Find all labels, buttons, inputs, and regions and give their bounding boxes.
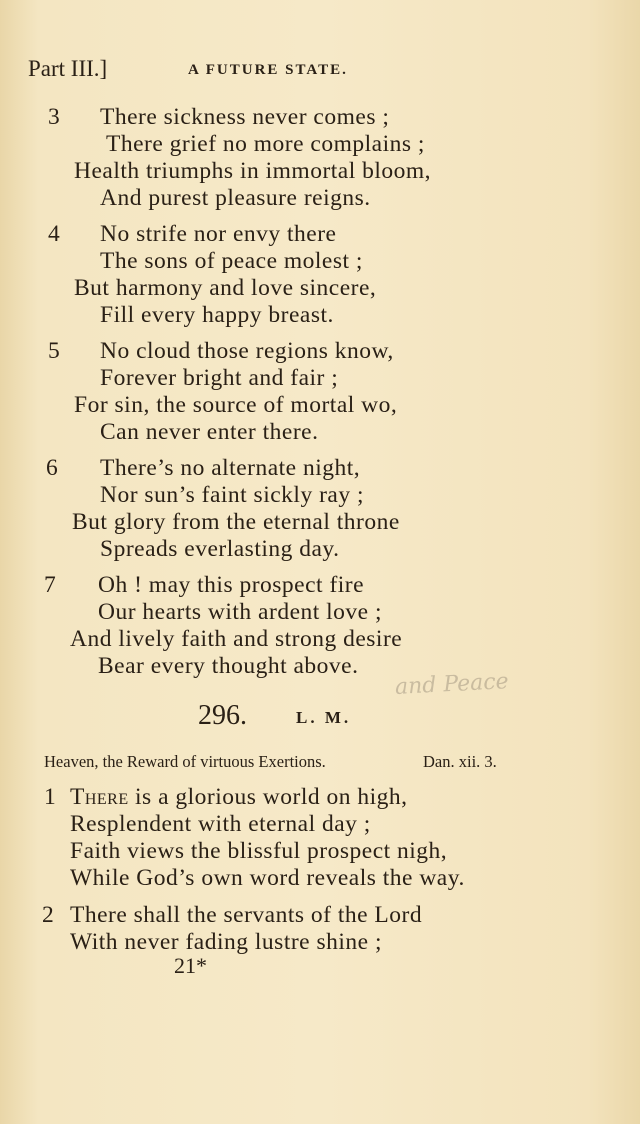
drop-word: There bbox=[70, 784, 129, 810]
running-header bbox=[28, 56, 588, 86]
stanza-number: 4 bbox=[48, 221, 61, 247]
stanza-number: 5 bbox=[48, 338, 61, 364]
verse-line: And lively faith and strong desire bbox=[70, 626, 403, 652]
stanza-number: 3 bbox=[48, 104, 61, 130]
verse-line: For sin, the source of mortal wo, bbox=[74, 392, 398, 418]
verse-line: No strife nor envy there bbox=[100, 221, 337, 247]
part-label: Part III.] bbox=[28, 56, 108, 81]
verse-line: Our hearts with ardent love ; bbox=[98, 599, 383, 625]
verse-line: Spreads everlasting day. bbox=[100, 536, 340, 562]
verse-line: Resplendent with eternal day ; bbox=[70, 811, 371, 837]
hymn-meter: L. M. bbox=[296, 708, 352, 727]
section-title: A FUTURE STATE. bbox=[188, 62, 348, 78]
verse-line: Forever bright and fair ; bbox=[100, 365, 339, 391]
verse-line: Nor sun’s faint sickly ray ; bbox=[100, 482, 364, 508]
verse-line: Bear every thought above. bbox=[98, 653, 359, 679]
verse-line: There’s no alternate night, bbox=[100, 455, 361, 481]
verse-line: And purest pleasure reigns. bbox=[100, 185, 371, 211]
verse-line: Can never enter there. bbox=[100, 419, 319, 445]
stanza-number: 2 bbox=[42, 902, 55, 928]
verse-line: Health triumphs in immortal bloom, bbox=[74, 158, 432, 184]
stanza-number: 1 bbox=[44, 784, 57, 810]
verse-line: There shall the servants of the Lord bbox=[70, 902, 423, 928]
verse-line: While God’s own word reveals the way. bbox=[70, 865, 465, 891]
scripture-reference: Dan. xii. 3. bbox=[423, 752, 497, 771]
verse-line: Oh ! may this prospect fire bbox=[98, 572, 365, 598]
verse-line-rest: is a glorious world on high, bbox=[128, 784, 408, 810]
signature-mark: 21* bbox=[174, 953, 207, 978]
verse-line: With never fading lustre shine ; bbox=[70, 929, 382, 955]
verse-line: Fill every happy breast. bbox=[100, 302, 334, 328]
verse-line-first bbox=[70, 784, 408, 811]
verse-line: But harmony and love sincere, bbox=[74, 275, 377, 301]
verse-line: Faith views the blissful prospect nigh, bbox=[70, 838, 448, 864]
verse-line: There sickness never comes ; bbox=[100, 104, 390, 130]
verse-line: But glory from the eternal throne bbox=[72, 509, 400, 535]
hymn-subtitle: Heaven, the Reward of virtuous Exertions. bbox=[44, 752, 326, 771]
pencil-annotation: and Peace bbox=[394, 669, 510, 700]
verse-line: No cloud those regions know, bbox=[100, 338, 394, 364]
verse-line: There grief no more complains ; bbox=[106, 131, 425, 157]
stanza-number: 6 bbox=[46, 455, 59, 481]
hymn-heading bbox=[198, 700, 498, 740]
verse-line: The sons of peace molest ; bbox=[100, 248, 363, 274]
hymn-number: 296. bbox=[198, 700, 247, 731]
stanza-number: 7 bbox=[44, 572, 57, 598]
